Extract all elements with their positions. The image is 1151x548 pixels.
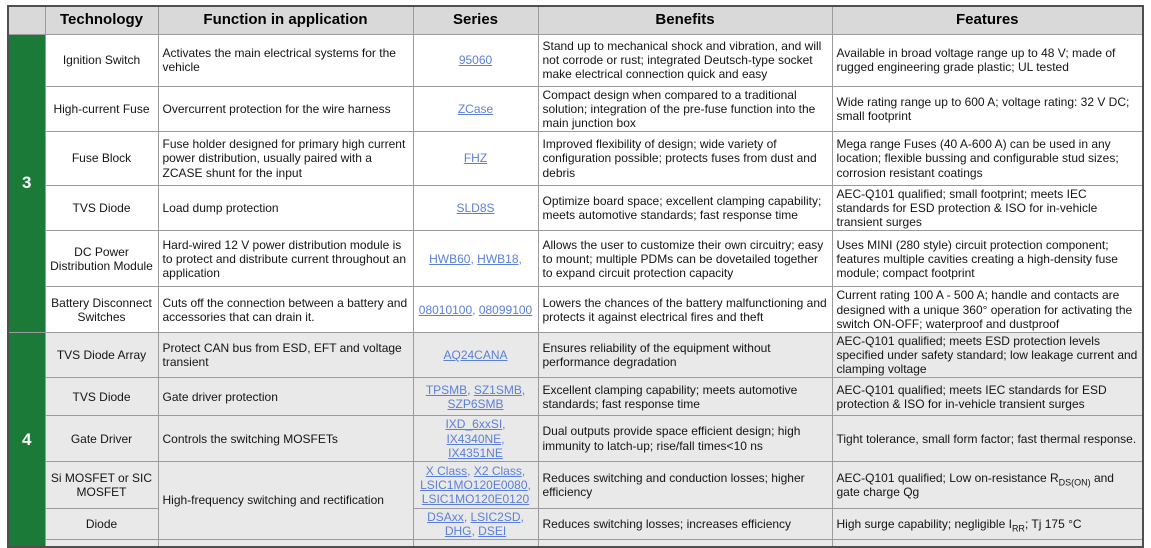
table-row <box>8 461 1143 508</box>
function-cell: Activates the main electrical systems for the vehicle <box>158 34 413 86</box>
table-row <box>8 86 1143 131</box>
technology-cell: Si MOSFET or SIC MOSFET <box>45 461 158 508</box>
partial-cell <box>45 540 158 548</box>
series-link-lsic1mo120e0120[interactable]: LSIC1MO120E0120 <box>421 491 530 506</box>
series-link-hwb18[interactable]: HWB18 <box>477 251 519 266</box>
series-link-lsic2sd[interactable]: LSIC2SD <box>470 509 521 524</box>
benefits-cell: Dual outputs provide space efficient design; high immunity to latch-up; rise/fall times<10 ns <box>538 416 832 461</box>
series-link-ix4351ne[interactable]: IX4351NE <box>448 445 503 460</box>
technology-cell: Gate Driver <box>45 416 158 461</box>
function-cell: Hard-wired 12 V power distribution module is to protect and distribute current throughout an application <box>158 231 413 287</box>
partial-row <box>8 540 1143 548</box>
series-link-sld8s[interactable]: SLD8S <box>456 201 495 216</box>
features-cell: Mega range Fuses (40 A-600 A) can be used in any location; flexible bussing and configurable stud sizes; corrosion resistant coatings <box>832 131 1143 185</box>
benefits-cell: Excellent clamping capability; meets automotive standards; fast response time <box>538 378 832 416</box>
features-text: ; Tj 175 °C <box>1024 516 1082 531</box>
function-cell: Overcurrent protection for the wire harness <box>158 86 413 131</box>
series-link-fhz[interactable]: FHZ <box>463 151 488 166</box>
column-header-benefits: Benefits <box>538 6 832 34</box>
benefits-cell: Optimize board space; excellent clamping capability; meets automotive standards; fast response time <box>538 185 832 230</box>
function-cell-merged: High-frequency switching and rectification <box>158 461 413 539</box>
table-row <box>8 416 1143 461</box>
series-cell <box>413 416 538 461</box>
column-header-features: Features <box>832 6 1143 34</box>
table-row <box>8 131 1143 185</box>
function-cell: Gate driver protection <box>158 378 413 416</box>
partial-cell <box>158 540 413 548</box>
function-cell: Load dump protection <box>158 185 413 230</box>
column-header-series: Series <box>413 6 538 34</box>
partial-cell <box>538 540 832 548</box>
features-cell: AEC-Q101 qualified; small footprint; meets IEC standards for ESD protection & ISO for in-vehicle transient surges <box>832 185 1143 230</box>
series-link-ixd6xxsi[interactable]: IXD_6xxSI <box>445 417 503 432</box>
table-row <box>8 34 1143 86</box>
series-link-aq24cana[interactable]: AQ24CANA <box>443 348 508 363</box>
table-row <box>8 185 1143 230</box>
benefits-cell: Compact design when compared to a traditional solution; integration of the pre-fuse function into the main junction box <box>538 86 832 131</box>
benefits-cell: Reduces switching losses; increases efficiency <box>538 508 832 539</box>
features-cell <box>832 461 1143 508</box>
technology-cell: DC Power Distribution Module <box>45 231 158 287</box>
features-cell <box>832 508 1143 539</box>
series-cell <box>413 231 538 287</box>
section-number-3: 3 <box>8 34 45 332</box>
benefits-cell: Reduces switching and conduction losses; higher efficiency <box>538 461 832 508</box>
column-header-function: Function in application <box>158 6 413 34</box>
series-link-ix4340ne[interactable]: IX4340NE <box>446 431 502 446</box>
features-cell: Uses MINI (280 style) circuit protection component; features multiple cavities creating a high-density fuse module; compact footprint <box>832 231 1143 287</box>
section-number-4: 4 <box>8 332 45 547</box>
series-link-sz1smb[interactable]: SZ1SMB <box>473 382 522 397</box>
function-cell: Protect CAN bus from ESD, EFT and voltage transient <box>158 332 413 377</box>
series-link-08099100[interactable]: 08099100 <box>478 302 533 317</box>
series-link-dsaxx[interactable]: DSAxx <box>427 509 464 524</box>
technology-cell: Fuse Block <box>45 131 158 185</box>
series-link-dsei[interactable]: DSEI <box>478 524 507 538</box>
benefits-cell: Lowers the chances of the battery malfunctioning and protects it against electrical fires and theft <box>538 287 832 332</box>
series-cell <box>413 86 538 131</box>
technology-cell: Diode <box>45 508 158 539</box>
subscript-irr: RR <box>1011 523 1025 534</box>
technology-cell: High-current Fuse <box>45 86 158 131</box>
series-cell <box>413 34 538 86</box>
series-cell <box>413 461 538 508</box>
benefits-cell: Ensures reliability of the equipment without performance degradation <box>538 332 832 377</box>
technology-table <box>7 5 1144 548</box>
benefits-cell: Stand up to mechanical shock and vibration, and will not corrode or rust; integrated Deutsch-type socket make electrical connection quick and easy <box>538 34 832 86</box>
function-cell: Cuts off the connection between a battery and accessories that can drain it. <box>158 287 413 332</box>
benefits-cell: Allows the user to customize their own circuitry; easy to mount; multiple PDMs can be dovetailed together to expand circuit protection capacity <box>538 231 832 287</box>
features-cell: AEC-Q101 qualified; meets ESD protection levels specified under safety standard; low leakage current and clamping voltage <box>832 332 1143 377</box>
technology-cell: Ignition Switch <box>45 34 158 86</box>
series-cell <box>413 131 538 185</box>
features-text: High surge capability; negligible I <box>836 516 1012 531</box>
series-link-hwb60[interactable]: HWB60 <box>429 251 471 266</box>
column-header-technology: Technology <box>45 6 158 34</box>
series-cell <box>413 378 538 416</box>
technology-cell: TVS Diode <box>45 185 158 230</box>
function-cell: Controls the switching MOSFETs <box>158 416 413 461</box>
features-cell: Current rating 100 A - 500 A; handle and contacts are designed with a unique 360° operation for activating the switch ON-OFF; waterproof and dustproof <box>832 287 1143 332</box>
features-text: AEC-Q101 qualified; Low on-resistance R <box>836 470 1059 485</box>
series-link-zcase[interactable]: ZCase <box>457 101 494 116</box>
table-row <box>8 332 1143 377</box>
series-link-szp6smb[interactable]: SZP6SMB <box>447 396 504 411</box>
series-link-x-class[interactable]: X Class <box>425 463 468 478</box>
features-cell: AEC-Q101 qualified; meets IEC standards for ESD protection & ISO for in-vehicle transient surges <box>832 378 1143 416</box>
subscript-dson: DS(ON) <box>1058 477 1091 488</box>
series-link-tpsmb[interactable]: TPSMB <box>425 382 468 397</box>
series-link-08010100[interactable]: 08010100 <box>418 302 473 317</box>
series-link-dhg[interactable]: DHG <box>444 524 472 538</box>
table-row <box>8 378 1143 416</box>
table-row <box>8 231 1143 287</box>
series-link-lsic1mo120e0080[interactable]: LSIC1MO120E0080 <box>420 477 528 492</box>
partial-cell <box>832 540 1143 548</box>
corner-cell <box>8 6 45 34</box>
features-cell: Tight tolerance, small form factor; fast thermal response. <box>832 416 1143 461</box>
series-cell <box>413 185 538 230</box>
technology-cell: TVS Diode Array <box>45 332 158 377</box>
technology-cell: Battery Disconnect Switches <box>45 287 158 332</box>
series-link-x2-class[interactable]: X2 Class <box>473 463 522 478</box>
series-cell <box>413 332 538 377</box>
features-cell: Available in broad voltage range up to 48 V; made of rugged engineering grade plastic; UL tested <box>832 34 1143 86</box>
table-row <box>8 287 1143 332</box>
features-cell: Wide rating range up to 600 A; voltage rating: 32 V DC; small footprint <box>832 86 1143 131</box>
technology-cell: TVS Diode <box>45 378 158 416</box>
features-text: and gate charge Qg <box>836 470 1114 499</box>
series-link-95060[interactable]: 95060 <box>458 52 493 67</box>
benefits-cell: Improved flexibility of design; wide variety of configuration possible; protects fuses from dust and debris <box>538 131 832 185</box>
partial-cell <box>413 540 538 548</box>
header-row <box>8 6 1143 34</box>
function-cell: Fuse holder designed for primary high current power distribution, usually paired with a ZCASE shunt for the input <box>158 131 413 185</box>
series-cell <box>413 287 538 332</box>
series-cell <box>413 508 538 539</box>
